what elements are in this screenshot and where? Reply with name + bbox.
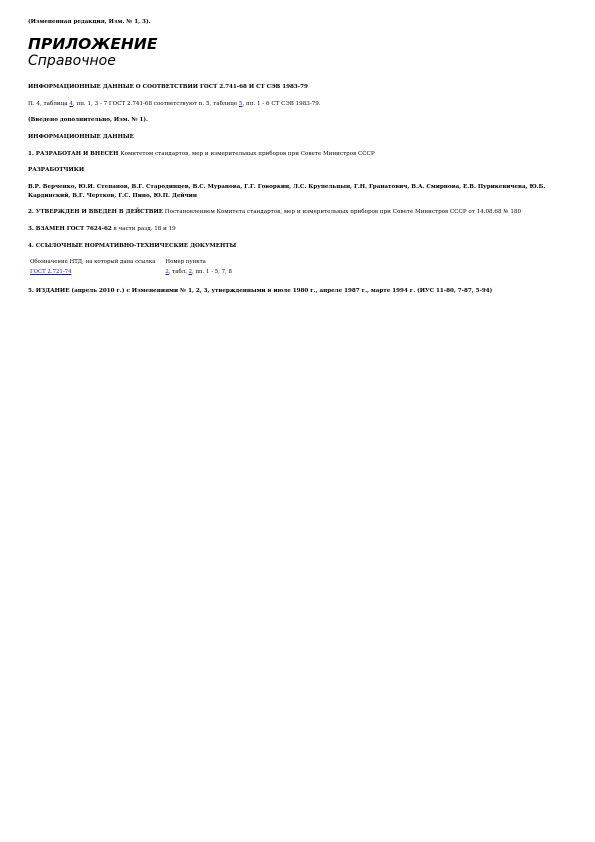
compliance-heading: ИНФОРМАЦИОННЫЕ ДАННЫЕ О СООТВЕТСТВИИ ГОСТ 2.741-68 И СТ СЭВ 1983-79 <box>28 84 308 91</box>
item-5-text: (апрель 2010 г.) с Изменениями № 1, 2, 3, утвержденными в июле 1980 г., апреле 1987 г., марте 1994 г. (ИУС 11-80, 7-87, 5-94) <box>69 288 493 295</box>
cell-document <box>30 269 165 277</box>
compliance-text <box>28 100 568 109</box>
compliance-text-c: , пп. 1 - 6 СТ СЭВ 1983-79. <box>242 100 321 107</box>
table-2-link[interactable]: 2 <box>188 269 193 276</box>
appendix-subtitle: Справочное <box>28 53 116 70</box>
cell-clause-mid: , табл. <box>168 269 189 276</box>
info-item-1 <box>28 150 568 159</box>
gost-2-721-74-link[interactable]: ГОСТ 2.721-74 <box>30 269 72 276</box>
info-item-5 <box>28 287 568 296</box>
info-item-3 <box>28 225 568 234</box>
info-heading: ИНФОРМАЦИОННЫЕ ДАННЫЕ <box>28 134 134 141</box>
item-1-text: Комитетом стандартов, мер и измерительных приборов при Совете Министров СССР <box>118 150 375 157</box>
appendix-title: ПРИЛОЖЕНИЕ <box>28 35 158 54</box>
developers-list: В.Р. Верченко, Ю.И. Степанов, В.Г. Стародинцев, В.С. Муранова, Г.Г. Говоркин, Л.С. Крупельцын, Г.Н. Гранатович, В.А. Смирнова, Е.В. Пурикевичева, Ю.Б. Кардинский, В.Г. Чертков, Г.С. Пино, Ю.П. Дейчин <box>28 184 546 199</box>
compliance-text-a: П. 4, таблица <box>28 100 70 107</box>
item-2-text: Постановлением Комитета стандартов, мер и измерительных приборов при Совете Министров СССР от 14.08.68 № 180 <box>163 209 522 216</box>
table-header-row <box>30 258 242 269</box>
header-clause: Номер пункта <box>165 259 206 266</box>
amendment-note: (Измененная редакция, Изм. № 1, 3). <box>28 19 151 25</box>
info-item-2 <box>28 208 568 217</box>
table-4-link[interactable]: 4 <box>69 100 73 107</box>
cell-clause-tail: , пп. 1 - 5, 7, 8 <box>192 269 232 276</box>
item-3-label: 3. ВЗАМЕН ГОСТ 7624-62 <box>28 225 112 232</box>
compliance-note: (Введено дополнительно, Изм. № 1). <box>28 117 148 124</box>
item-3-text: в части разд. 18 и 19 <box>111 225 176 232</box>
table-row <box>30 269 242 277</box>
item-1-label: 1. РАЗРАБОТАН И ВНЕСЕН <box>28 150 119 157</box>
item-5-label: 5. ИЗДАНИЕ <box>28 288 70 295</box>
cell-clause <box>165 269 241 277</box>
item-4-heading: 4. ССЫЛОЧНЫЕ НОРМАТИВНО-ТЕХНИЧЕСКИЕ ДОКУМЕНТЫ <box>28 242 237 249</box>
item-2-label: 2. УТВЕРЖДЕН И ВВЕДЕН В ДЕЙСТВИЕ <box>28 209 164 216</box>
document-page <box>28 18 568 304</box>
compliance-text-b: , пп. 1, 3 - 7 ГОСТ 2.741-68 соответствуют п. 5, таблице <box>72 100 239 107</box>
developers-heading: РАЗРАБОТЧИКИ <box>28 167 85 174</box>
header-document: Обозначение НТД, на который дана ссылка <box>30 259 156 266</box>
references-table <box>30 258 242 277</box>
table-5-link[interactable]: 5 <box>238 100 243 107</box>
clause-2-link[interactable]: 2 <box>165 269 169 276</box>
